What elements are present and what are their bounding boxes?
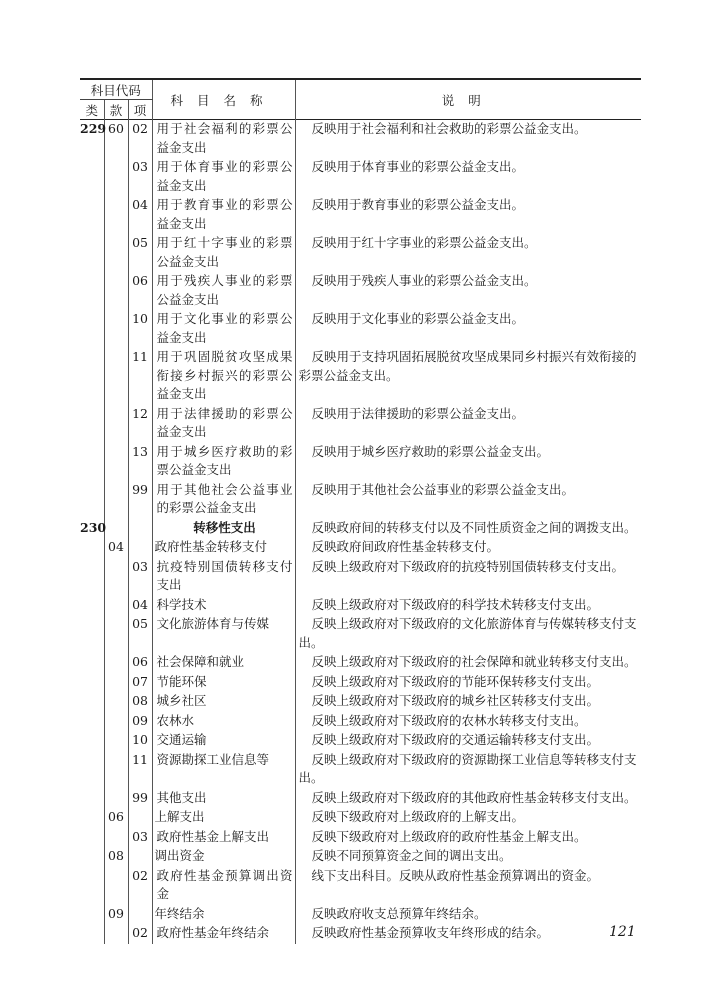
xiang-code-cell — [128, 538, 152, 558]
description-cell: 线下支出科目。反映从政府性基金预算调出的资金。 — [311, 867, 600, 883]
subject-name-cell: 上解支出 — [152, 808, 295, 828]
subject-name-cell: 文化旅游体育与传媒 — [152, 615, 295, 653]
table-row — [80, 348, 641, 405]
xiang-code-cell: 04 — [128, 196, 152, 234]
lei-code-cell — [80, 196, 104, 234]
table-row — [80, 828, 641, 848]
table-row — [80, 272, 641, 310]
subject-name-cell: 用于教育事业的彩票公益金支出 — [152, 196, 295, 234]
xiang-code-cell: 03 — [128, 828, 152, 848]
table-row — [80, 905, 641, 925]
kuan-code-cell — [104, 615, 128, 653]
kuan-code-cell — [104, 789, 128, 809]
table-row — [80, 847, 641, 867]
description-cell: 反映用于支持巩固拓展脱贫攻坚成果同乡村振兴有效衔接的彩票公益金支出。 — [298, 349, 637, 383]
subject-name-cell: 调出资金 — [152, 847, 295, 867]
description-cell: 反映上级政府对下级政府的城乡社区转移支付支出。 — [311, 693, 600, 708]
kuan-code-cell — [104, 443, 128, 481]
lei-code-cell: 230 — [80, 519, 104, 539]
xiang-code-cell: 02 — [128, 120, 152, 159]
subject-name-cell: 社会保障和就业 — [152, 653, 295, 673]
description-cell: 反映用于法律援助的彩票公益金支出。 — [311, 405, 525, 421]
xiang-code-cell: 05 — [128, 615, 152, 653]
lei-column-header: 类 — [80, 100, 104, 120]
lei-code-cell — [80, 596, 104, 616]
table-row — [80, 310, 641, 348]
lei-code-cell — [80, 712, 104, 732]
subject-name-cell: 用于法律援助的彩票公益金支出 — [152, 405, 295, 443]
table-row — [80, 120, 641, 159]
kuan-code-cell — [104, 731, 128, 751]
lei-code-cell — [80, 731, 104, 751]
subject-name-cell: 政府性基金预算调出资金 — [152, 867, 295, 905]
table-row — [80, 196, 641, 234]
xiang-code-cell: 10 — [128, 731, 152, 751]
lei-code-cell — [80, 847, 104, 867]
kuan-code-cell — [104, 712, 128, 732]
table-row — [80, 615, 641, 653]
kuan-code-cell: 09 — [104, 905, 128, 925]
description-column-header: 说明 — [441, 92, 495, 108]
description-cell: 反映不同预算资金之间的调出支出。 — [311, 848, 512, 863]
description-cell: 反映下级政府对上级政府的上解支出。 — [311, 809, 525, 824]
xiang-code-cell: 12 — [128, 405, 152, 443]
kuan-code-cell: 04 — [104, 538, 128, 558]
description-cell: 反映用于其他社会公益事业的彩票公益金支出。 — [311, 481, 575, 497]
subject-name-cell: 用于残疾人事业的彩票公益金支出 — [152, 272, 295, 310]
description-cell: 反映上级政府对下级政府的科学技术转移支付支出。 — [311, 596, 600, 612]
lei-code-cell — [80, 272, 104, 310]
table-row — [80, 924, 641, 944]
table-row — [80, 443, 641, 481]
subject-name-cell: 城乡社区 — [152, 692, 295, 712]
description-cell: 反映用于教育事业的彩票公益金支出。 — [311, 197, 525, 212]
kuan-code-cell — [104, 234, 128, 272]
lei-code-cell — [80, 789, 104, 809]
description-cell: 反映上级政府对下级政府的其他政府性基金转移支付支出。 — [311, 789, 637, 805]
subject-name-cell: 农林水 — [152, 712, 295, 732]
xiang-code-cell: 11 — [128, 751, 152, 789]
xiang-column-header: 项 — [128, 100, 152, 120]
table-body — [80, 120, 641, 944]
description-cell: 反映上级政府对下级政府的社会保障和就业转移支付支出。 — [311, 654, 637, 669]
xiang-code-cell: 03 — [128, 558, 152, 596]
description-cell: 反映下级政府对上级政府的政府性基金上解支出。 — [311, 828, 587, 844]
xiang-code-cell: 09 — [128, 712, 152, 732]
kuan-code-cell — [104, 272, 128, 310]
subject-name-cell: 政府性基金年终结余 — [152, 924, 295, 944]
table-row — [80, 519, 641, 539]
description-cell: 反映用于体育事业的彩票公益金支出。 — [311, 159, 525, 174]
table-row — [80, 405, 641, 443]
description-cell: 反映上级政府对下级政府的资源勘探工业信息等转移支付支出。 — [298, 751, 637, 785]
xiang-code-cell: 07 — [128, 673, 152, 693]
xiang-code-cell: 06 — [128, 272, 152, 310]
xiang-code-cell: 08 — [128, 692, 152, 712]
xiang-code-cell: 03 — [128, 158, 152, 196]
description-cell: 反映上级政府对下级政府的抗疫特别国债转移支付支出。 — [311, 558, 625, 574]
table-row — [80, 808, 641, 828]
subject-name-cell: 用于城乡医疗救助的彩票公益金支出 — [152, 443, 295, 481]
kuan-code-cell: 06 — [104, 808, 128, 828]
lei-code-cell — [80, 924, 104, 944]
xiang-code-cell: 04 — [128, 596, 152, 616]
lei-code-cell — [80, 558, 104, 596]
subject-name-cell: 政府性基金转移支付 — [152, 538, 295, 558]
kuan-code-cell — [104, 405, 128, 443]
lei-code-cell — [80, 481, 104, 519]
description-cell: 反映用于文化事业的彩票公益金支出。 — [311, 311, 525, 326]
table-row — [80, 789, 641, 809]
code-group-header: 科目代码 — [80, 79, 152, 100]
subject-name-cell: 节能环保 — [152, 673, 295, 693]
xiang-code-cell: 02 — [128, 867, 152, 905]
table-row — [80, 712, 641, 732]
kuan-code-cell — [104, 348, 128, 405]
kuan-code-cell — [104, 867, 128, 905]
lei-code-cell — [80, 538, 104, 558]
lei-code-cell — [80, 653, 104, 673]
table-row — [80, 481, 641, 519]
xiang-code-cell — [128, 847, 152, 867]
table-row — [80, 596, 641, 616]
subject-name-cell: 用于体育事业的彩票公益金支出 — [152, 158, 295, 196]
xiang-code-cell: 02 — [128, 924, 152, 944]
subject-name-cell: 科学技术 — [152, 596, 295, 616]
kuan-code-cell — [104, 828, 128, 848]
description-cell: 反映用于城乡医疗救助的彩票公益金支出。 — [311, 443, 550, 459]
description-cell: 反映上级政府对下级政府的节能环保转移支付支出。 — [311, 673, 600, 689]
lei-code-cell — [80, 615, 104, 653]
xiang-code-cell — [128, 905, 152, 925]
description-cell: 反映政府性基金预算收支年终形成的结余。 — [311, 925, 550, 940]
name-column-header: 科目名称 — [152, 79, 295, 120]
description-cell: 反映上级政府对下级政府的农林水转移支付支出。 — [311, 712, 587, 728]
lei-code-cell: 229 — [80, 120, 104, 159]
xiang-code-cell: 05 — [128, 234, 152, 272]
kuan-code-cell — [104, 692, 128, 712]
description-cell: 反映政府间政府性基金转移支付。 — [311, 539, 500, 554]
lei-code-cell — [80, 905, 104, 925]
lei-code-cell — [80, 808, 104, 828]
xiang-code-cell: 10 — [128, 310, 152, 348]
lei-code-cell — [80, 443, 104, 481]
subject-name-cell: 用于社会福利的彩票公益金支出 — [152, 120, 295, 159]
subject-name-cell: 资源勘探工业信息等 — [152, 751, 295, 789]
budget-subject-table — [80, 78, 641, 944]
lei-code-cell — [80, 348, 104, 405]
table-header — [80, 79, 641, 120]
kuan-code-cell — [104, 673, 128, 693]
xiang-code-cell — [128, 808, 152, 828]
subject-name-cell: 交通运输 — [152, 731, 295, 751]
kuan-code-cell — [104, 751, 128, 789]
lei-code-cell — [80, 751, 104, 789]
kuan-code-cell — [104, 653, 128, 673]
table-row — [80, 751, 641, 789]
table-row — [80, 234, 641, 272]
description-cell: 反映政府间的转移支付以及不同性质资金之间的调拨支出。 — [311, 519, 637, 535]
kuan-code-cell — [104, 519, 128, 539]
budget-subject-table-page — [80, 78, 641, 944]
kuan-code-cell — [104, 924, 128, 944]
page-number: 121 — [609, 924, 636, 940]
lei-code-cell — [80, 692, 104, 712]
subject-name-cell: 用于其他社会公益事业的彩票公益金支出 — [152, 481, 295, 519]
xiang-code-cell — [128, 519, 152, 539]
kuan-column-header: 款 — [104, 100, 128, 120]
xiang-code-cell: 99 — [128, 481, 152, 519]
subject-name-cell: 政府性基金上解支出 — [152, 828, 295, 848]
subject-name-cell: 抗疫特别国债转移支付支出 — [152, 558, 295, 596]
lei-code-cell — [80, 405, 104, 443]
table-row — [80, 731, 641, 751]
lei-code-cell — [80, 828, 104, 848]
table-row — [80, 673, 641, 693]
lei-code-cell — [80, 234, 104, 272]
description-cell: 反映上级政府对下级政府的文化旅游体育与传媒转移支付支出。 — [298, 616, 637, 650]
kuan-code-cell — [104, 558, 128, 596]
xiang-code-cell: 99 — [128, 789, 152, 809]
description-cell: 反映用于残疾人事业的彩票公益金支出。 — [311, 273, 537, 288]
xiang-code-cell: 06 — [128, 653, 152, 673]
kuan-code-cell: 60 — [104, 120, 128, 159]
table-row — [80, 538, 641, 558]
subject-name-cell: 年终结余 — [152, 905, 295, 925]
table-row — [80, 158, 641, 196]
kuan-code-cell — [104, 481, 128, 519]
kuan-code-cell — [104, 196, 128, 234]
table-row — [80, 867, 641, 905]
lei-code-cell — [80, 673, 104, 693]
kuan-code-cell: 08 — [104, 847, 128, 867]
kuan-code-cell — [104, 596, 128, 616]
lei-code-cell — [80, 310, 104, 348]
xiang-code-cell: 11 — [128, 348, 152, 405]
lei-code-cell — [80, 158, 104, 196]
description-cell: 反映用于社会福利和社会救助的彩票公益金支出。 — [311, 121, 587, 136]
subject-name-cell: 用于红十字事业的彩票公益金支出 — [152, 234, 295, 272]
description-cell: 反映用于红十字事业的彩票公益金支出。 — [311, 235, 537, 250]
table-row — [80, 653, 641, 673]
description-cell: 反映上级政府对下级政府的交通运输转移支付支出。 — [311, 732, 600, 747]
subject-name-cell: 其他支出 — [152, 789, 295, 809]
table-row — [80, 558, 641, 596]
description-cell: 反映政府收支总预算年终结余。 — [311, 905, 487, 921]
kuan-code-cell — [104, 310, 128, 348]
kuan-code-cell — [104, 158, 128, 196]
subject-name-cell: 用于巩固脱贫攻坚成果衔接乡村振兴的彩票公益金支出 — [152, 348, 295, 405]
table-row — [80, 692, 641, 712]
subject-name-cell: 用于文化事业的彩票公益金支出 — [152, 310, 295, 348]
lei-code-cell — [80, 867, 104, 905]
subject-name-cell: 转移性支出 — [152, 519, 295, 539]
xiang-code-cell: 13 — [128, 443, 152, 481]
